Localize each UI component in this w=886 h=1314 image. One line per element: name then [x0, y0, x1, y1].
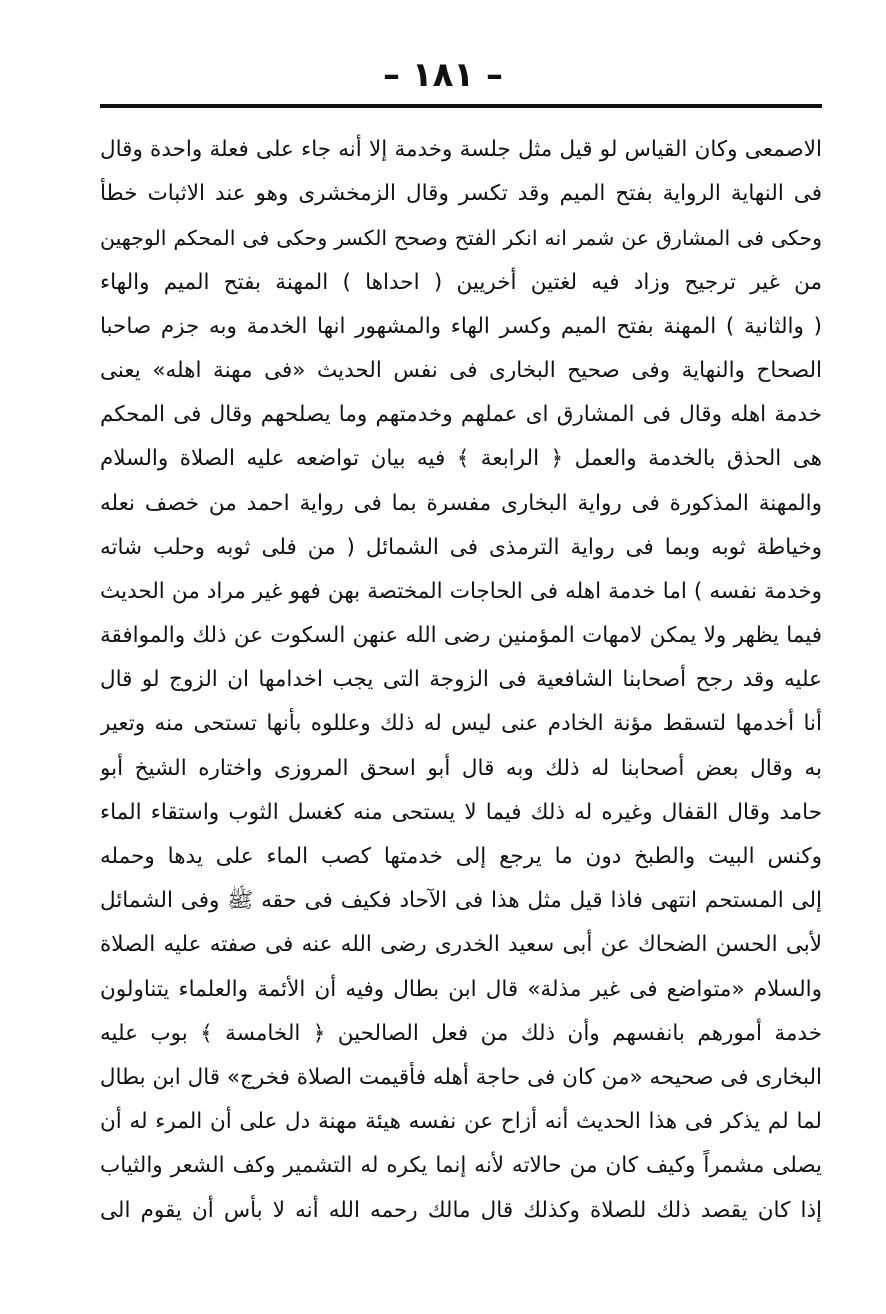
- text-line: وخياطة ثوبه وبما فی رواية الترمذی فی الشمائل ( من فلى ثوبه وحلب شاته: [100, 534, 822, 560]
- text-line: والمهنة المذكورة فی رواية البخاری مفسرة بما فی رواية احمد من خصف نعله: [100, 490, 822, 516]
- text-line: لأبی الحسن الضحاك عن أبی سعيد الخدری رضی الله عنه فی صفته عليه الصلاة: [100, 932, 822, 958]
- text-line: لما لم يذكر فی هذا الحديث أنه أزاح عن نفسه هيئة مهنة دل على أن المرء له أن: [100, 1109, 822, 1135]
- text-line: خدمة اهله وقال فی المشارق ای عملهم وخدمتهم وما يصلحهم وقال فی المحكم: [100, 402, 822, 428]
- text-line: وحكى فی المشارق عن شمر انه انكر الفتح وصحح الكسر وحكى فی المحكم الوجهين: [100, 226, 822, 251]
- text-line: ( والثانية ) المهنة بفتح الميم وكسر الهاء والمشهور انها الخدمة وبه جزم صاحبا: [100, 313, 822, 339]
- text-line: من غير ترجيح وزاد فيه لغتين أخريين ( احداها ) المهنة بفتح الميم والهاء: [100, 269, 822, 295]
- text-line: حامد وقال القفال وغيره له ذلك فيما لا يستحی منه كغسل الثوب واستقاء الماء: [100, 799, 822, 825]
- body-text: [100, 128, 822, 1233]
- text-line: فيما يظهر ولا يمكن لامهات المؤمنين رضی الله عنهن السكوت عن ذلك والموافقة: [100, 623, 822, 649]
- text-line: إذا كان يقصد ذلك للصلاة وكذلك قال مالك رحمه الله أنه لا بأس أن يقوم الى: [100, 1197, 822, 1223]
- header-rule: [100, 104, 822, 108]
- text-line: الصحاح والنهاية وفی صحيح البخاری فی نفس الحديث «فی مهنة اهله» يعنی: [100, 357, 822, 383]
- page-number: – ١٨١ –: [383, 55, 503, 95]
- text-line: خدمة أمورهم بانفسهم وأن ذلك من فعل الصالحين ﴿ الخامسة ﴾ بوب عليه: [100, 1020, 822, 1046]
- text-line: والسلام «متواضع فی غير مذلة» قال ابن بطال وفيه أن الأئمة والعلماء يتناولون: [100, 976, 822, 1002]
- text-line: أنا أخدمها لتسقط مؤنة الخادم عنی ليس له ذلك وعللوه بأنها تستحی منه وتعير: [100, 711, 822, 737]
- text-line: البخاری فی صحيحه «من كان فی حاجة أهله فأقيمت الصلاة فخرج» قال ابن بطال: [100, 1064, 822, 1090]
- text-line: يصلی مشمراً وكيف كان من حالاته لأنه إنما يكره له التشمير وكف الشعر والثياب: [100, 1153, 822, 1179]
- text-line: وخدمة نفسه ) اما خدمة اهله فی الحاجات المختصة بهن فهو غير مراد من الحديث: [100, 578, 822, 604]
- text-line: الاصمعی وكان القياس لو قيل مثل جلسة وخدمة إلا أنه جاء على فعلة واحدة وقال: [100, 137, 822, 162]
- text-line: هی الحذق بالخدمة والعمل ﴿ الرابعة ﴾ فيه بيان تواضعه عليه الصلاة والسلام: [100, 446, 822, 472]
- text-line: فی النهاية الرواية بفتح الميم وقد تكسر وقال الزمخشری وهو عند الاثبات خطأ: [100, 181, 822, 207]
- text-line: إلى المستحم انتهى فاذا قيل مثل هذا فی الآحاد فكيف فی حقه ﷺ وفی الشمائل: [100, 888, 822, 914]
- text-line: به وقال بعض أصحابنا له ذلك وبه قال أبو اسحق المروزی واختاره الشيخ أبو: [100, 755, 822, 781]
- text-line: وكنس البيت والطبخ دون ما يرجع إلى خدمتها كصب الماء على يدها وحمله: [100, 844, 822, 869]
- text-line: عليه وقد رجح أصحابنا الشافعية فی الزوجة التی يجب اخدامها ان الزوج لو قال: [100, 667, 822, 693]
